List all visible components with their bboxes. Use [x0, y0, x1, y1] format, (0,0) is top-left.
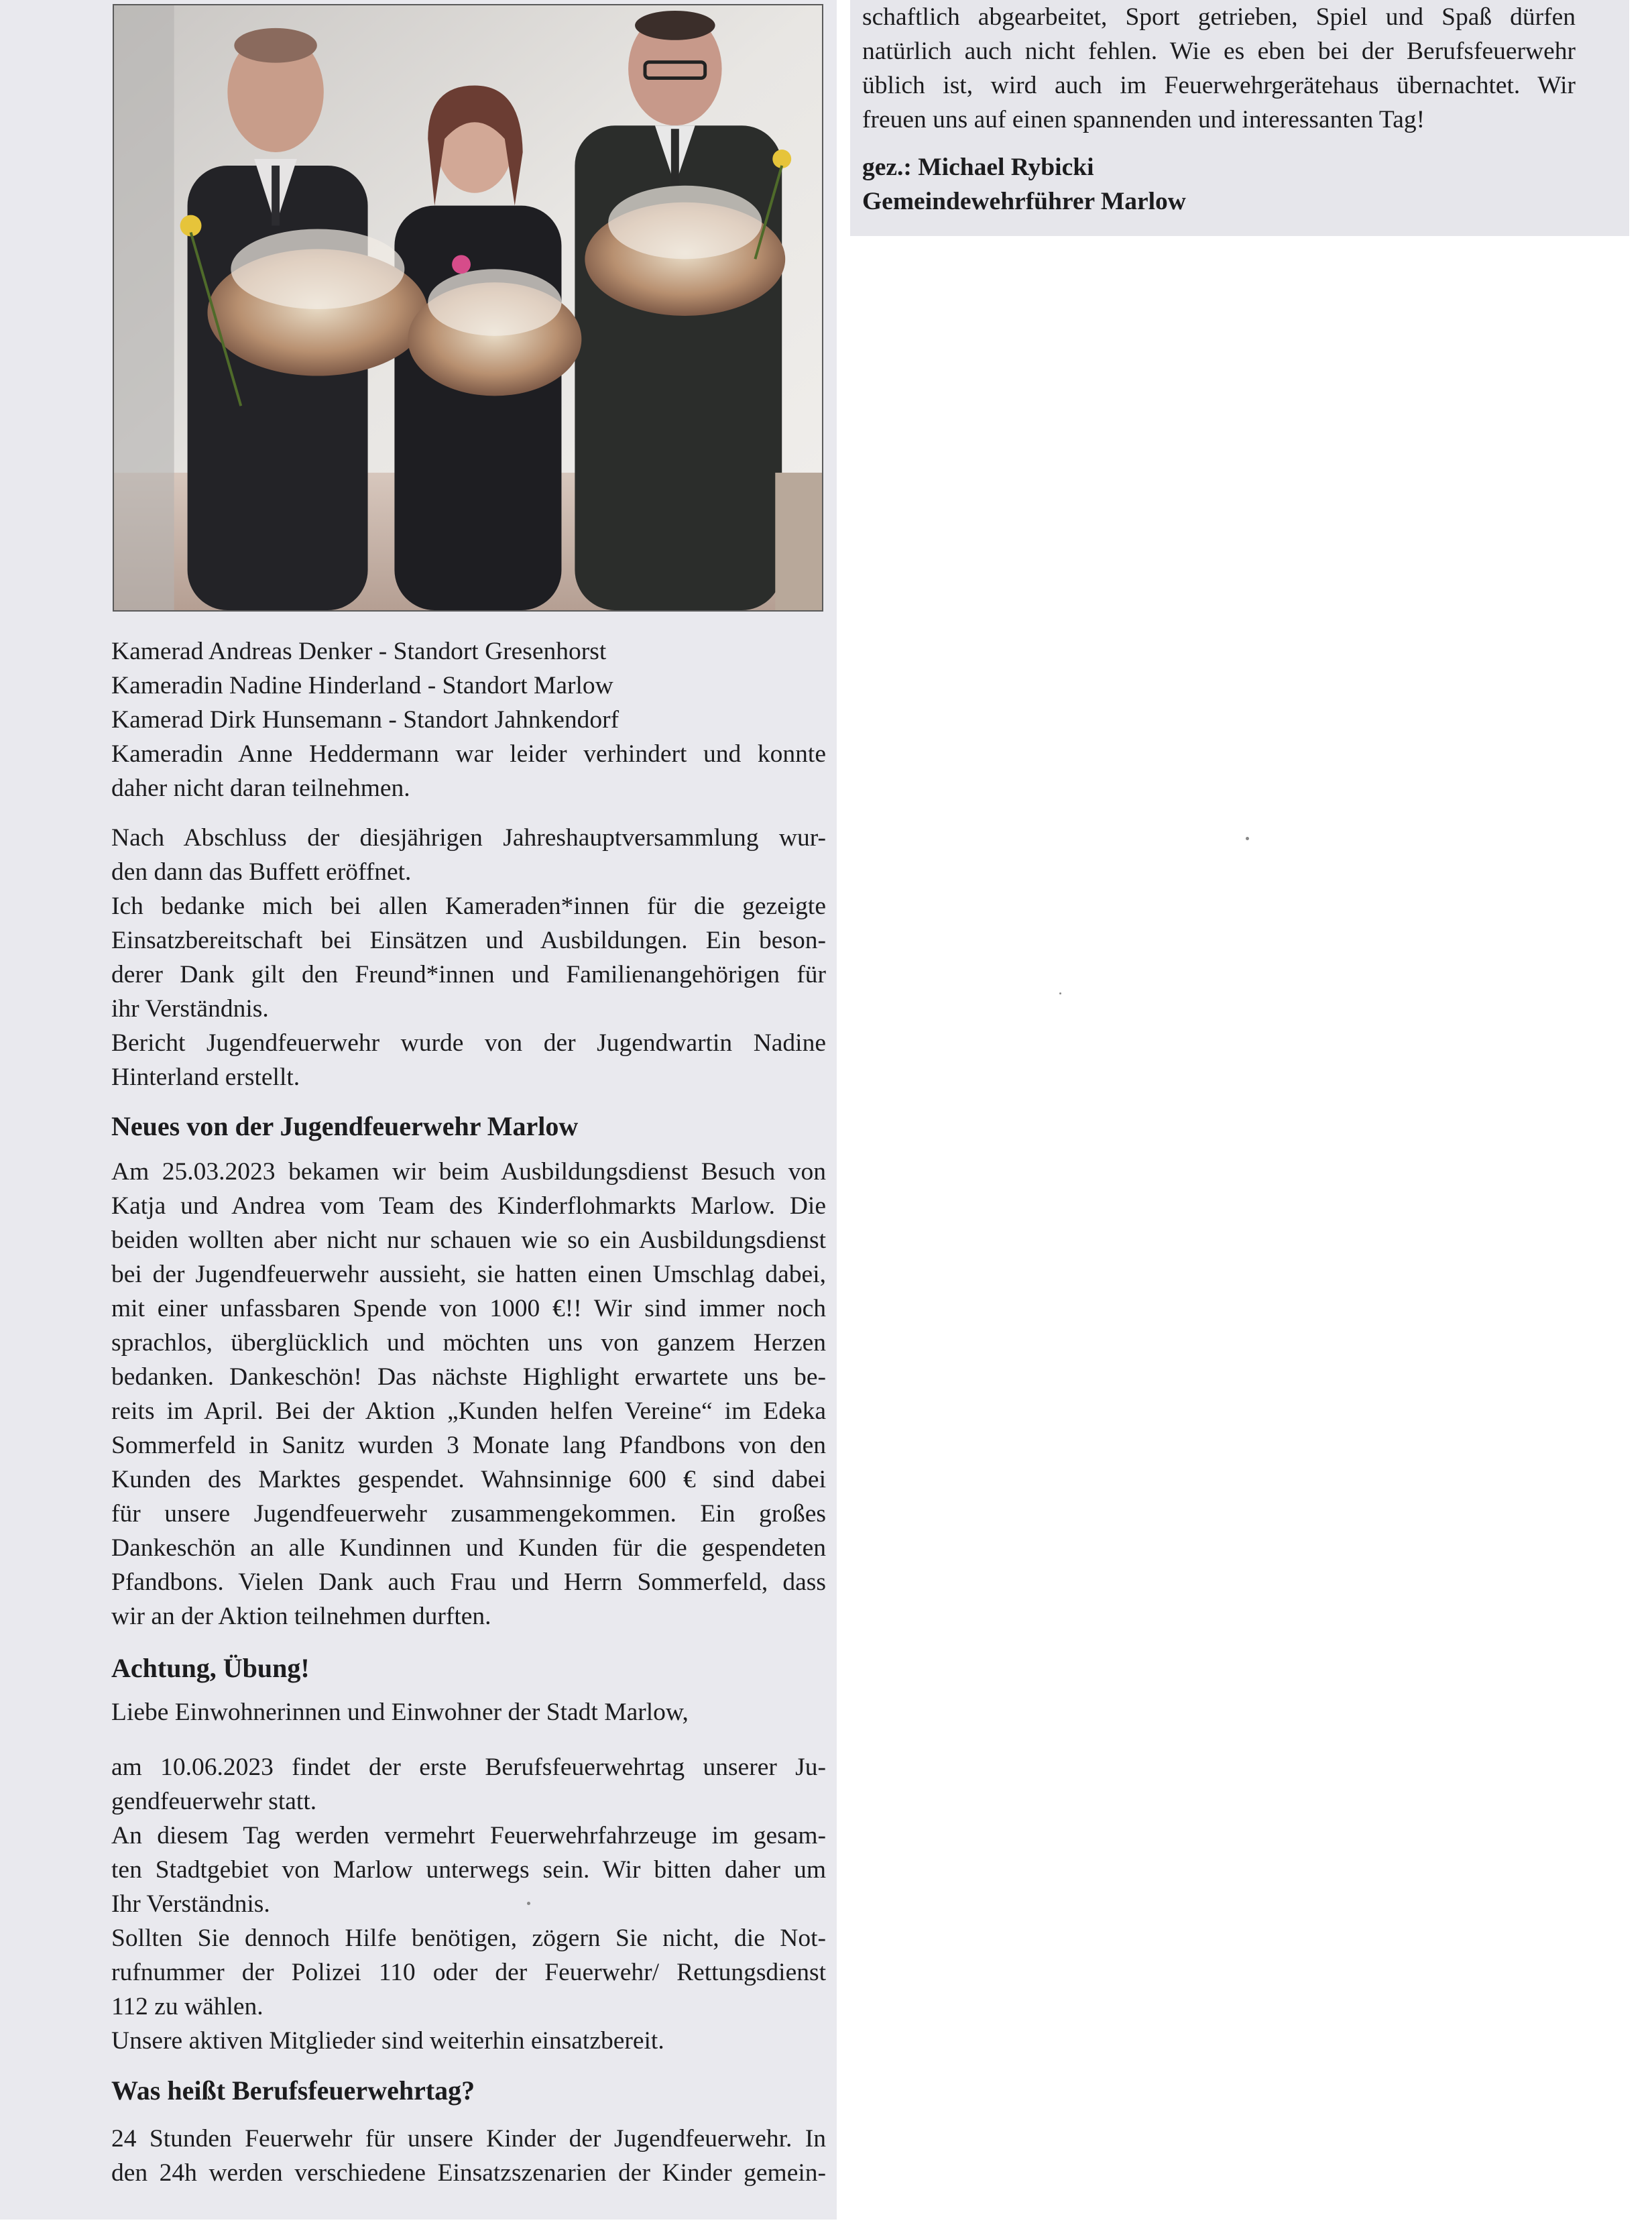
intro-line: Bericht Jugendfeuerwehr wurde von der Jugendwartin Nadine — [111, 1029, 826, 1057]
intro-line: Nach Abschluss der diesjährigen Jahreshauptversammlung wur- — [111, 824, 826, 852]
body-line: mit einer unfassbaren Spende von 1000 €!! Wir sind immer noch — [111, 1295, 826, 1322]
body-line: Pfandbons. Vielen Dank auch Frau und Herrn Sommerfeld, dass — [111, 1568, 826, 1596]
intro-paragraph — [111, 821, 826, 1094]
body-line: freuen uns auf einen spannenden und interessanten Tag! — [862, 106, 1425, 133]
intro-line: den dann das Buffett eröffnet. — [111, 858, 412, 886]
signature-title: Gemeindewehrführer Marlow — [862, 188, 1186, 215]
body-line: den 24h werden verschiedene Einsatzszenarien der Kinder gemein- — [111, 2159, 826, 2187]
body-line: Ihr Verständnis. — [111, 1890, 270, 1918]
body-line: ten Stadtgebiet von Marlow unterwegs sein. Wir bitten daher um — [111, 1856, 826, 1884]
caption-line: daher nicht daran teilnehmen. — [111, 775, 410, 802]
body-line: Dankeschön an alle Kundinnen und Kunden für die gespendeten — [111, 1534, 826, 1562]
body-line: reits im April. Bei der Aktion „Kunden helfen Vereine“ im Edeka — [111, 1397, 826, 1425]
greeting-line: Liebe Einwohnerinnen und Einwohner der Stadt Marlow, — [111, 1699, 689, 1726]
caption-line: Kameradin Anne Heddermann war leider verhindert und konnte — [111, 740, 826, 768]
body-line: üblich ist, wird auch im Feuerwehrgerätehaus übernachtet. Wir — [862, 72, 1576, 99]
body-line: Sollten Sie dennoch Hilfe benötigen, zögern Sie nicht, die Not- — [111, 1925, 826, 1952]
body-line: bedanken. Dankeschön! Das nächste Highlight erwartete uns be- — [111, 1363, 826, 1391]
intro-line: ihr Verständnis. — [111, 995, 269, 1023]
section-uebung-greeting — [111, 1695, 826, 1729]
intro-line: Hinterland erstellt. — [111, 1064, 300, 1091]
body-line: Kunden des Marktes gespendet. Wahnsinnige 600 € sind dabei — [111, 1466, 826, 1493]
right-column-continuation — [862, 0, 1576, 137]
body-line: rufnummer der Polizei 110 oder der Feuerwehr/ Rettungsdienst — [111, 1959, 826, 1986]
intro-line: Ich bedanke mich bei allen Kameraden*innen für die gezeigte — [111, 893, 826, 920]
group-photo-image — [114, 5, 822, 610]
body-line: Am 25.03.2023 bekamen wir beim Ausbildungsdienst Besuch von — [111, 1158, 826, 1186]
section-uebung-body — [111, 1750, 826, 2058]
body-line: 24 Stunden Feuerwehr für unsere Kinder der Jugendfeuerwehr. In — [111, 2125, 826, 2153]
section-berufsfeuerwehrtag-body — [111, 2122, 826, 2190]
body-line: natürlich auch nicht fehlen. Wie es eben bei der Berufsfeuerwehr — [862, 38, 1576, 65]
body-line: wir an der Aktion teilnehmen durften. — [111, 1603, 491, 1630]
body-line: beiden wollten aber nicht nur schauen wie so ein Ausbildungsdienst — [111, 1226, 826, 1254]
body-line: am 10.06.2023 findet der erste Berufsfeuerwehrtag unserer Ju- — [111, 1754, 826, 1781]
intro-line: derer Dank gilt den Freund*innen und Familienangehörigen für — [111, 961, 826, 988]
caption-line: Kamerad Andreas Denker - Standort Gresenhorst — [111, 638, 607, 665]
group-photo — [113, 4, 823, 612]
section-heading-uebung: Achtung, Übung! — [111, 1653, 310, 1683]
scan-speck — [527, 1902, 530, 1905]
body-line: 112 zu wählen. — [111, 1993, 263, 2020]
signature-name: gez.: Michael Rybicki — [862, 154, 1094, 181]
body-line: bei der Jugendfeuerwehr aussieht, sie hatten einen Umschlag dabei, — [111, 1261, 826, 1288]
section-heading-jugendfeuerwehr: Neues von der Jugendfeuerwehr Marlow — [111, 1111, 579, 1141]
section-heading-berufsfeuerwehrtag: Was heißt Berufsfeuerwehrtag? — [111, 2075, 475, 2106]
body-line: An diesem Tag werden vermehrt Feuerwehrfahrzeuge im gesam- — [111, 1822, 826, 1849]
section-jugendfeuerwehr-body — [111, 1155, 826, 1633]
scan-speck — [1246, 837, 1249, 840]
caption-line: Kameradin Nadine Hinderland - Standort Marlow — [111, 672, 613, 699]
body-line: für unsere Jugendfeuerwehr zusammengekommen. Ein großes — [111, 1500, 826, 1528]
body-line: Katja und Andrea vom Team des Kinderflohmarkts Marlow. Die — [111, 1192, 826, 1220]
body-line: Sommerfeld in Sanitz wurden 3 Monate lang Pfandbons von den — [111, 1432, 826, 1459]
body-line: sprachlos, überglücklich und möchten uns von ganzem Herzen — [111, 1329, 826, 1357]
body-line: Unsere aktiven Mitglieder sind weiterhin einsatzbereit. — [111, 2027, 664, 2055]
intro-line: Einsatzbereitschaft bei Einsätzen und Ausbildungen. Ein beson- — [111, 927, 826, 954]
body-line: gendfeuerwehr statt. — [111, 1788, 317, 1815]
photo-caption — [111, 634, 826, 805]
body-line: schaftlich abgearbeitet, Sport getrieben, Spiel und Spaß dürfen — [862, 3, 1576, 31]
caption-line: Kamerad Dirk Hunsemann - Standort Jahnkendorf — [111, 706, 620, 734]
scan-speck — [1059, 992, 1061, 994]
